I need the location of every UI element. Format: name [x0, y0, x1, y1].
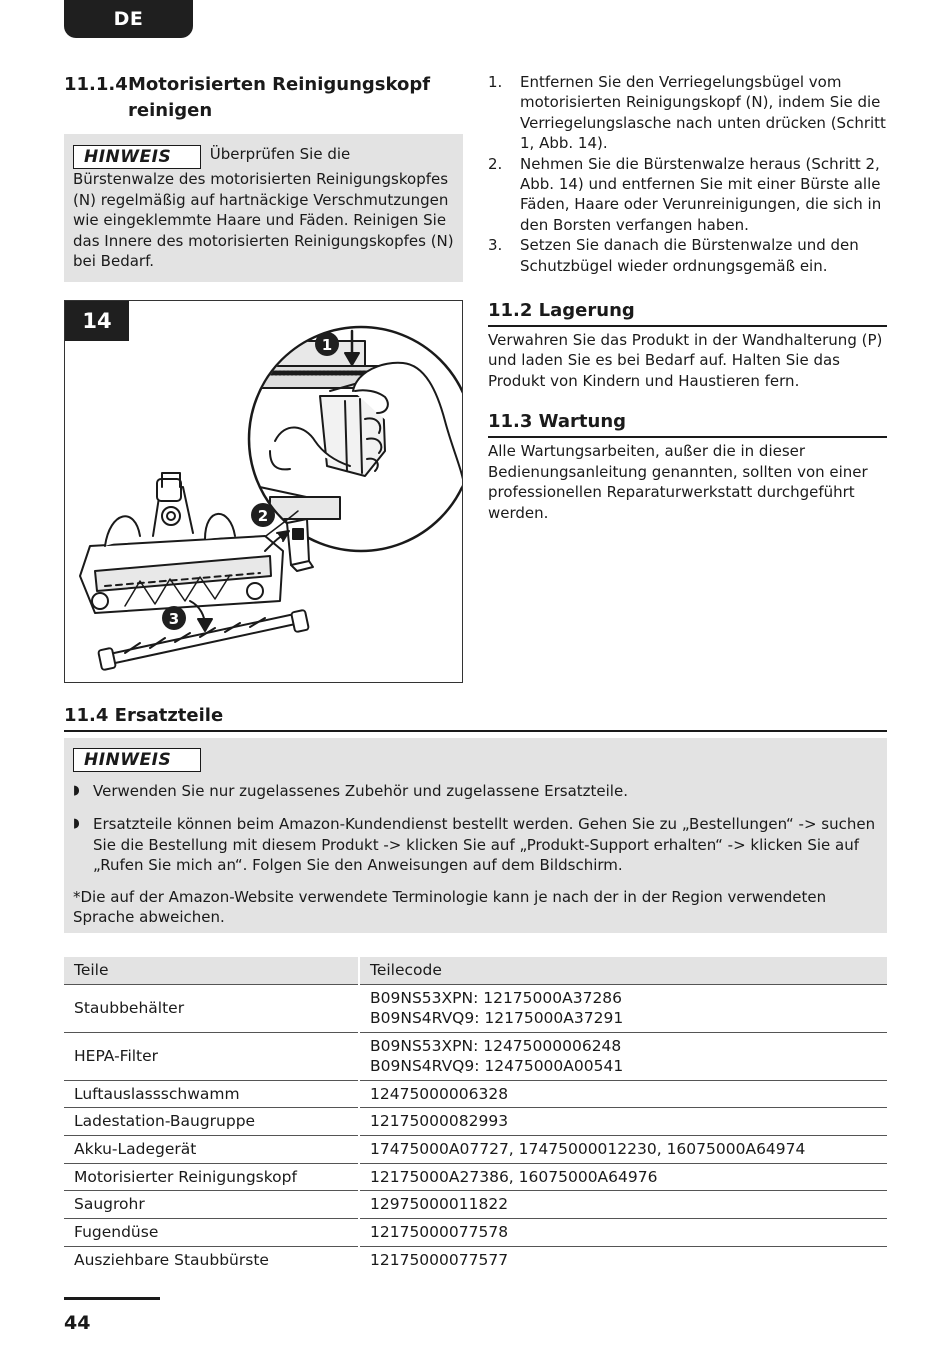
- list-item: [73, 781, 878, 801]
- section-heading-112: 11.2 Lagerung: [488, 298, 887, 327]
- step-text: Setzen Sie danach die Bürstenwalze und den Schutzbügel wieder ordnungsgemäß ein.: [520, 236, 859, 275]
- language-tab: DE: [64, 0, 193, 38]
- list-item: [488, 154, 887, 236]
- step-number: 1.: [488, 73, 503, 91]
- footnote: *Die auf der Amazon-Website verwendete Terminologie kann je nach der in der Region verwendeten Sprache abweichen.: [73, 887, 827, 927]
- part-code: 17475000A07727, 17475000012230, 16075000A64974: [359, 1135, 887, 1163]
- table-row: [64, 1191, 887, 1219]
- list-item: [488, 72, 887, 154]
- part-code: 12175000082993: [359, 1108, 887, 1136]
- part-name: Akku-Ladegerät: [64, 1135, 359, 1163]
- section-text-112: Verwahren Sie das Produkt in der Wandhalterung (P) und laden Sie es bei Bedarf auf. Halten Sie das Produkt von Kindern und Haustieren fern.: [488, 331, 883, 390]
- step-number: 2.: [488, 154, 503, 173]
- table-row: [64, 1135, 887, 1163]
- brush-head-illustration: [65, 301, 462, 682]
- table-row: [64, 1108, 887, 1136]
- note-text: Überprüfen Sie die Bürstenwalze des motorisierten Reinigungskopfes (N) regelmäßig auf hartnäckige Verschmutzungen wie eingeklemmte Haare und Fäden. Reinigen Sie das Innere des motorisierten Reinigungskopfes (N) bei Bedarf.: [73, 145, 454, 270]
- section-number: 11.1.4: [64, 74, 128, 95]
- table-row: [64, 1218, 887, 1246]
- figure-14: [64, 300, 463, 683]
- bullet-icon: ◗: [73, 816, 80, 832]
- page-number: 44: [64, 1312, 91, 1334]
- note-box: [64, 134, 463, 282]
- part-name: Fugendüse: [64, 1218, 359, 1246]
- svg-text:2: 2: [257, 507, 269, 525]
- table-row: [64, 1080, 887, 1108]
- parts-table: [64, 957, 887, 1274]
- callout-1: [315, 332, 339, 356]
- column-header-code: Teilecode: [359, 957, 887, 984]
- part-code: 12975000011822: [359, 1191, 887, 1219]
- table-row: [64, 1246, 887, 1274]
- part-name: Motorisierter Reinigungskopf: [64, 1163, 359, 1191]
- bullet-text: Ersatzteile können beim Amazon-Kundendienst bestellt werden. Gehen Sie zu „Bestellungen“ -> suchen Sie die Bestellung mit diesem Produkt -> klicken Sie auf „Produkt-Support erhalten“ -> klicken Sie auf „Rufen Sie mich an“. Folgen Sie den Anweisungen auf dem Bildschirm.: [93, 815, 876, 875]
- part-code-line: B09NS53XPN: 12475000006248: [370, 1036, 622, 1055]
- callout-3: [162, 606, 186, 630]
- part-code-line: B09NS53XPN: 12175000A37286: [370, 988, 623, 1007]
- part-code: 12475000006328: [359, 1080, 887, 1108]
- list-item: [73, 814, 878, 875]
- bullet-icon: ◗: [73, 783, 80, 798]
- section-text-113: Alle Wartungsarbeiten, außer die in dieser Bedienungsanleitung genannten, sollten von einer professionellen Reparaturwerkstatt durchgeführt werden.: [488, 442, 868, 522]
- step-text: Entfernen Sie den Verriegelungsbügel vom motorisierten Reinigungskopf (N), indem Sie die Verriegelungslasche nach unten drücken (Schritt 1, Abb. 14).: [520, 73, 886, 153]
- part-code: 12175000077577: [359, 1246, 887, 1274]
- section-heading-1114: [64, 72, 463, 124]
- section-heading-113: 11.3 Wartung: [488, 409, 887, 438]
- part-code-line: B09NS4RVQ9: 12475000A00541: [370, 1057, 624, 1075]
- section-title: Motorisierten Reinigungskopf reinigen: [128, 74, 431, 121]
- svg-text:1: 1: [321, 336, 333, 354]
- part-name: Luftauslassschwamm: [64, 1080, 359, 1108]
- bullet-text: Verwenden Sie nur zugelassenes Zubehör und zugelassene Ersatzteile.: [93, 782, 628, 800]
- note-bullets: [73, 781, 878, 876]
- section-113: [488, 409, 887, 523]
- section-114: [64, 703, 887, 933]
- page-number-rule: [64, 1297, 160, 1300]
- note-label: HINWEIS: [73, 748, 201, 772]
- part-code: [359, 984, 887, 1032]
- column-header-parts: Teile: [64, 957, 359, 984]
- part-code: 12175000077578: [359, 1218, 887, 1246]
- right-column: [488, 72, 887, 523]
- step-text: Nehmen Sie die Bürstenwalze heraus (Schritt 2, Abb. 14) und entfernen Sie mit einer Bürste alle Fäden, Haare oder Verunreinigungen, die sich in den Borsten verfangen haben.: [520, 154, 882, 234]
- part-code-line: B09NS4RVQ9: 12175000A37291: [370, 1009, 624, 1027]
- note-box-wide: [64, 738, 887, 933]
- table-row: [64, 984, 887, 1032]
- part-name: Saugrohr: [64, 1191, 359, 1219]
- table-row: [64, 1032, 887, 1080]
- left-column: [64, 72, 463, 282]
- part-name: HEPA-Filter: [64, 1032, 359, 1080]
- steps-list: [488, 72, 887, 276]
- table-header-row: [64, 957, 887, 984]
- part-code: [359, 1032, 887, 1080]
- step-number: 3.: [488, 236, 503, 255]
- part-name: Ausziehbare Staubbürste: [64, 1246, 359, 1274]
- part-code: 12175000A27386, 16075000A64976: [359, 1163, 887, 1191]
- figure-number: 14: [65, 301, 129, 341]
- note-label: HINWEIS: [73, 145, 201, 169]
- part-name: Ladestation-Baugruppe: [64, 1108, 359, 1136]
- section-112: [488, 298, 887, 391]
- list-item: [488, 235, 887, 276]
- section-heading-114: 11.4 Ersatzteile: [64, 703, 887, 732]
- callout-2: [251, 503, 275, 527]
- svg-text:3: 3: [168, 610, 180, 628]
- part-name: Staubbehälter: [64, 984, 359, 1032]
- table-row: [64, 1163, 887, 1191]
